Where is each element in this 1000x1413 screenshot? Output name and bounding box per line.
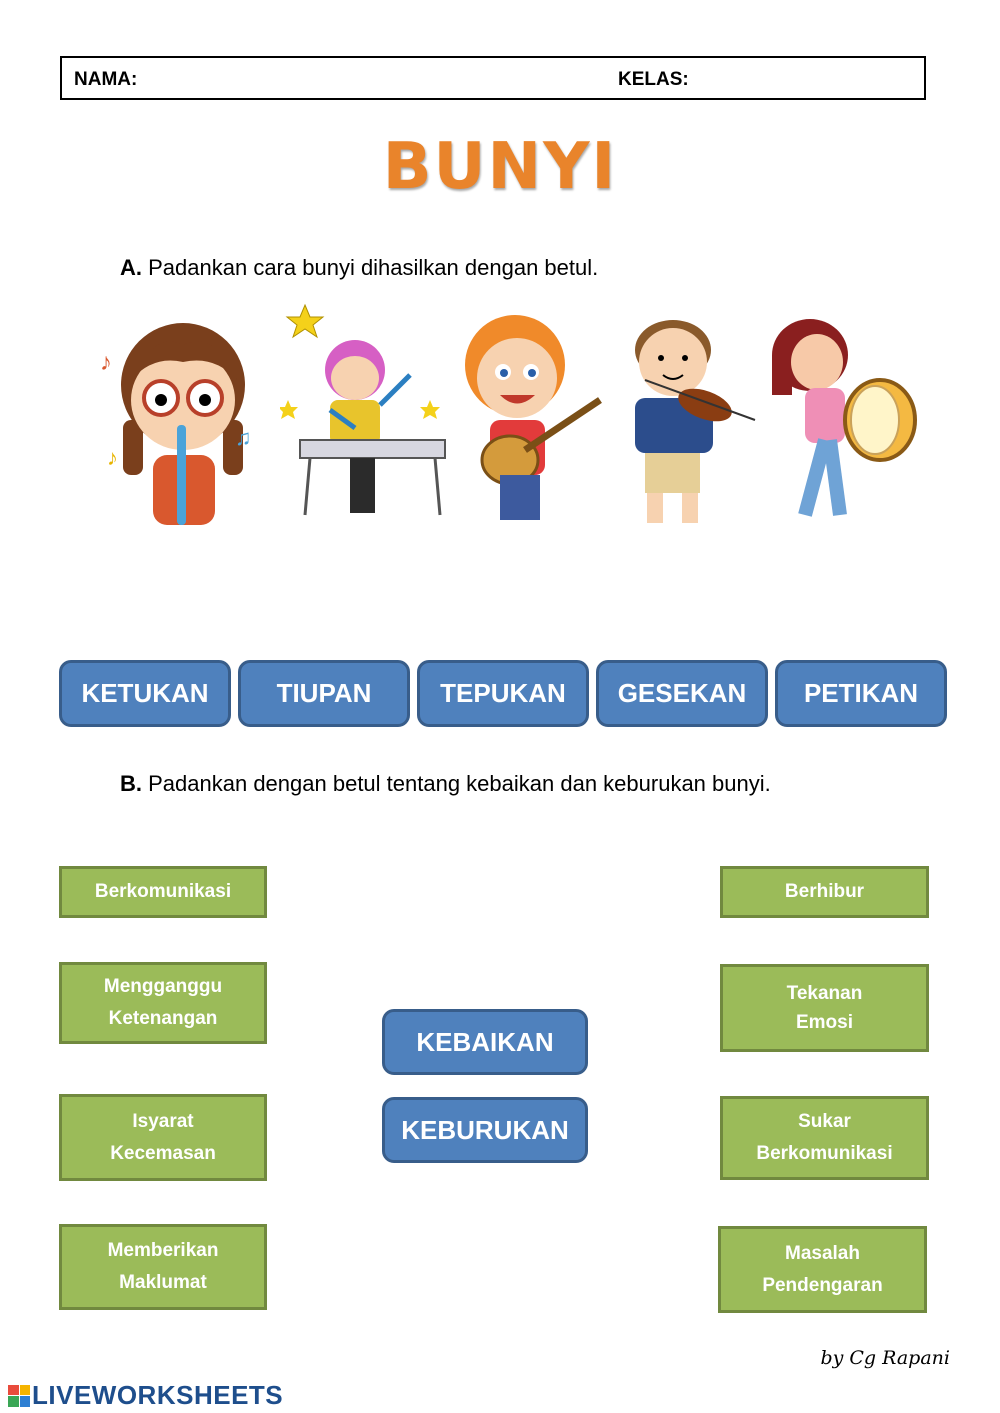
card-text-line1: Tekanan: [786, 983, 863, 1004]
boy-guitar-illustration: [455, 300, 605, 535]
instruction-b-letter: B.: [120, 771, 142, 796]
option-ketukan-button[interactable]: KETUKAN: [59, 660, 231, 727]
card-isyarat-kecemasan[interactable]: [59, 1094, 267, 1181]
kelas-label: KELAS:: [618, 69, 689, 90]
instruction-b: [120, 771, 771, 797]
svg-text:♫: ♫: [235, 425, 252, 450]
card-text-line1: Sukar: [798, 1111, 851, 1132]
liveworksheets-logo[interactable]: [8, 1380, 283, 1411]
author-credit: by Cg Rapani: [820, 1347, 950, 1369]
name-class-box: [60, 56, 926, 100]
card-berhibur[interactable]: [720, 866, 929, 918]
instruction-b-text: Padankan dengan betul tentang kebaikan dan keburukan bunyi.: [148, 771, 771, 796]
logo-mark-icon: [8, 1385, 30, 1407]
instruction-a: [120, 255, 598, 281]
page-title: BUNYI: [382, 130, 618, 204]
card-text-line1: Masalah: [785, 1242, 860, 1264]
nama-label: NAMA:: [74, 69, 138, 90]
option-tiupan-button[interactable]: TIUPAN: [238, 660, 410, 727]
card-text-line2: Ketenangan: [108, 1008, 218, 1029]
card-text-line2: Emosi: [795, 1012, 854, 1033]
option-petikan-button[interactable]: PETIKAN: [775, 660, 947, 727]
card-text-line2: Berkomunikasi: [756, 1143, 893, 1164]
card-sukar-berkomunikasi[interactable]: [720, 1096, 929, 1180]
card-text-line1: Isyarat: [132, 1110, 194, 1132]
card-masalah-pendengaran[interactable]: [718, 1226, 927, 1313]
card-text-line2: Maklumat: [119, 1272, 207, 1293]
instruction-a-letter: A.: [120, 255, 142, 280]
option-tepukan-button[interactable]: TEPUKAN: [417, 660, 589, 727]
category-kebaikan-dropzone[interactable]: KEBAIKAN: [382, 1009, 588, 1075]
girl-drum-illustration: [765, 300, 920, 535]
card-tekanan-emosi[interactable]: [720, 964, 929, 1052]
card-memberikan-maklumat[interactable]: [59, 1224, 267, 1310]
boy-violin-illustration: [625, 300, 760, 535]
svg-text:♪: ♪: [107, 445, 118, 470]
card-text-line1: Memberikan: [107, 1240, 219, 1261]
logo-text: LIVEWORKSHEETS: [32, 1380, 284, 1410]
card-berkomunikasi[interactable]: [59, 866, 267, 918]
category-keburukan-dropzone[interactable]: KEBURUKAN: [382, 1097, 588, 1163]
instruction-a-text: Padankan cara bunyi dihasilkan dengan betul.: [148, 255, 599, 280]
card-text-line2: Pendengaran: [762, 1274, 883, 1296]
girl-recorder-illustration: [95, 300, 260, 535]
girl-xylophone-illustration: [280, 300, 450, 535]
card-text: Berkomunikasi: [94, 881, 232, 902]
card-text: Berhibur: [784, 881, 865, 902]
option-gesekan-button[interactable]: GESEKAN: [596, 660, 768, 727]
card-text-line2: Kecemasan: [110, 1142, 216, 1164]
card-mengganggu-ketenangan[interactable]: [59, 962, 267, 1044]
svg-text:♪: ♪: [100, 349, 112, 376]
card-text-line1: Mengganggu: [103, 976, 223, 997]
